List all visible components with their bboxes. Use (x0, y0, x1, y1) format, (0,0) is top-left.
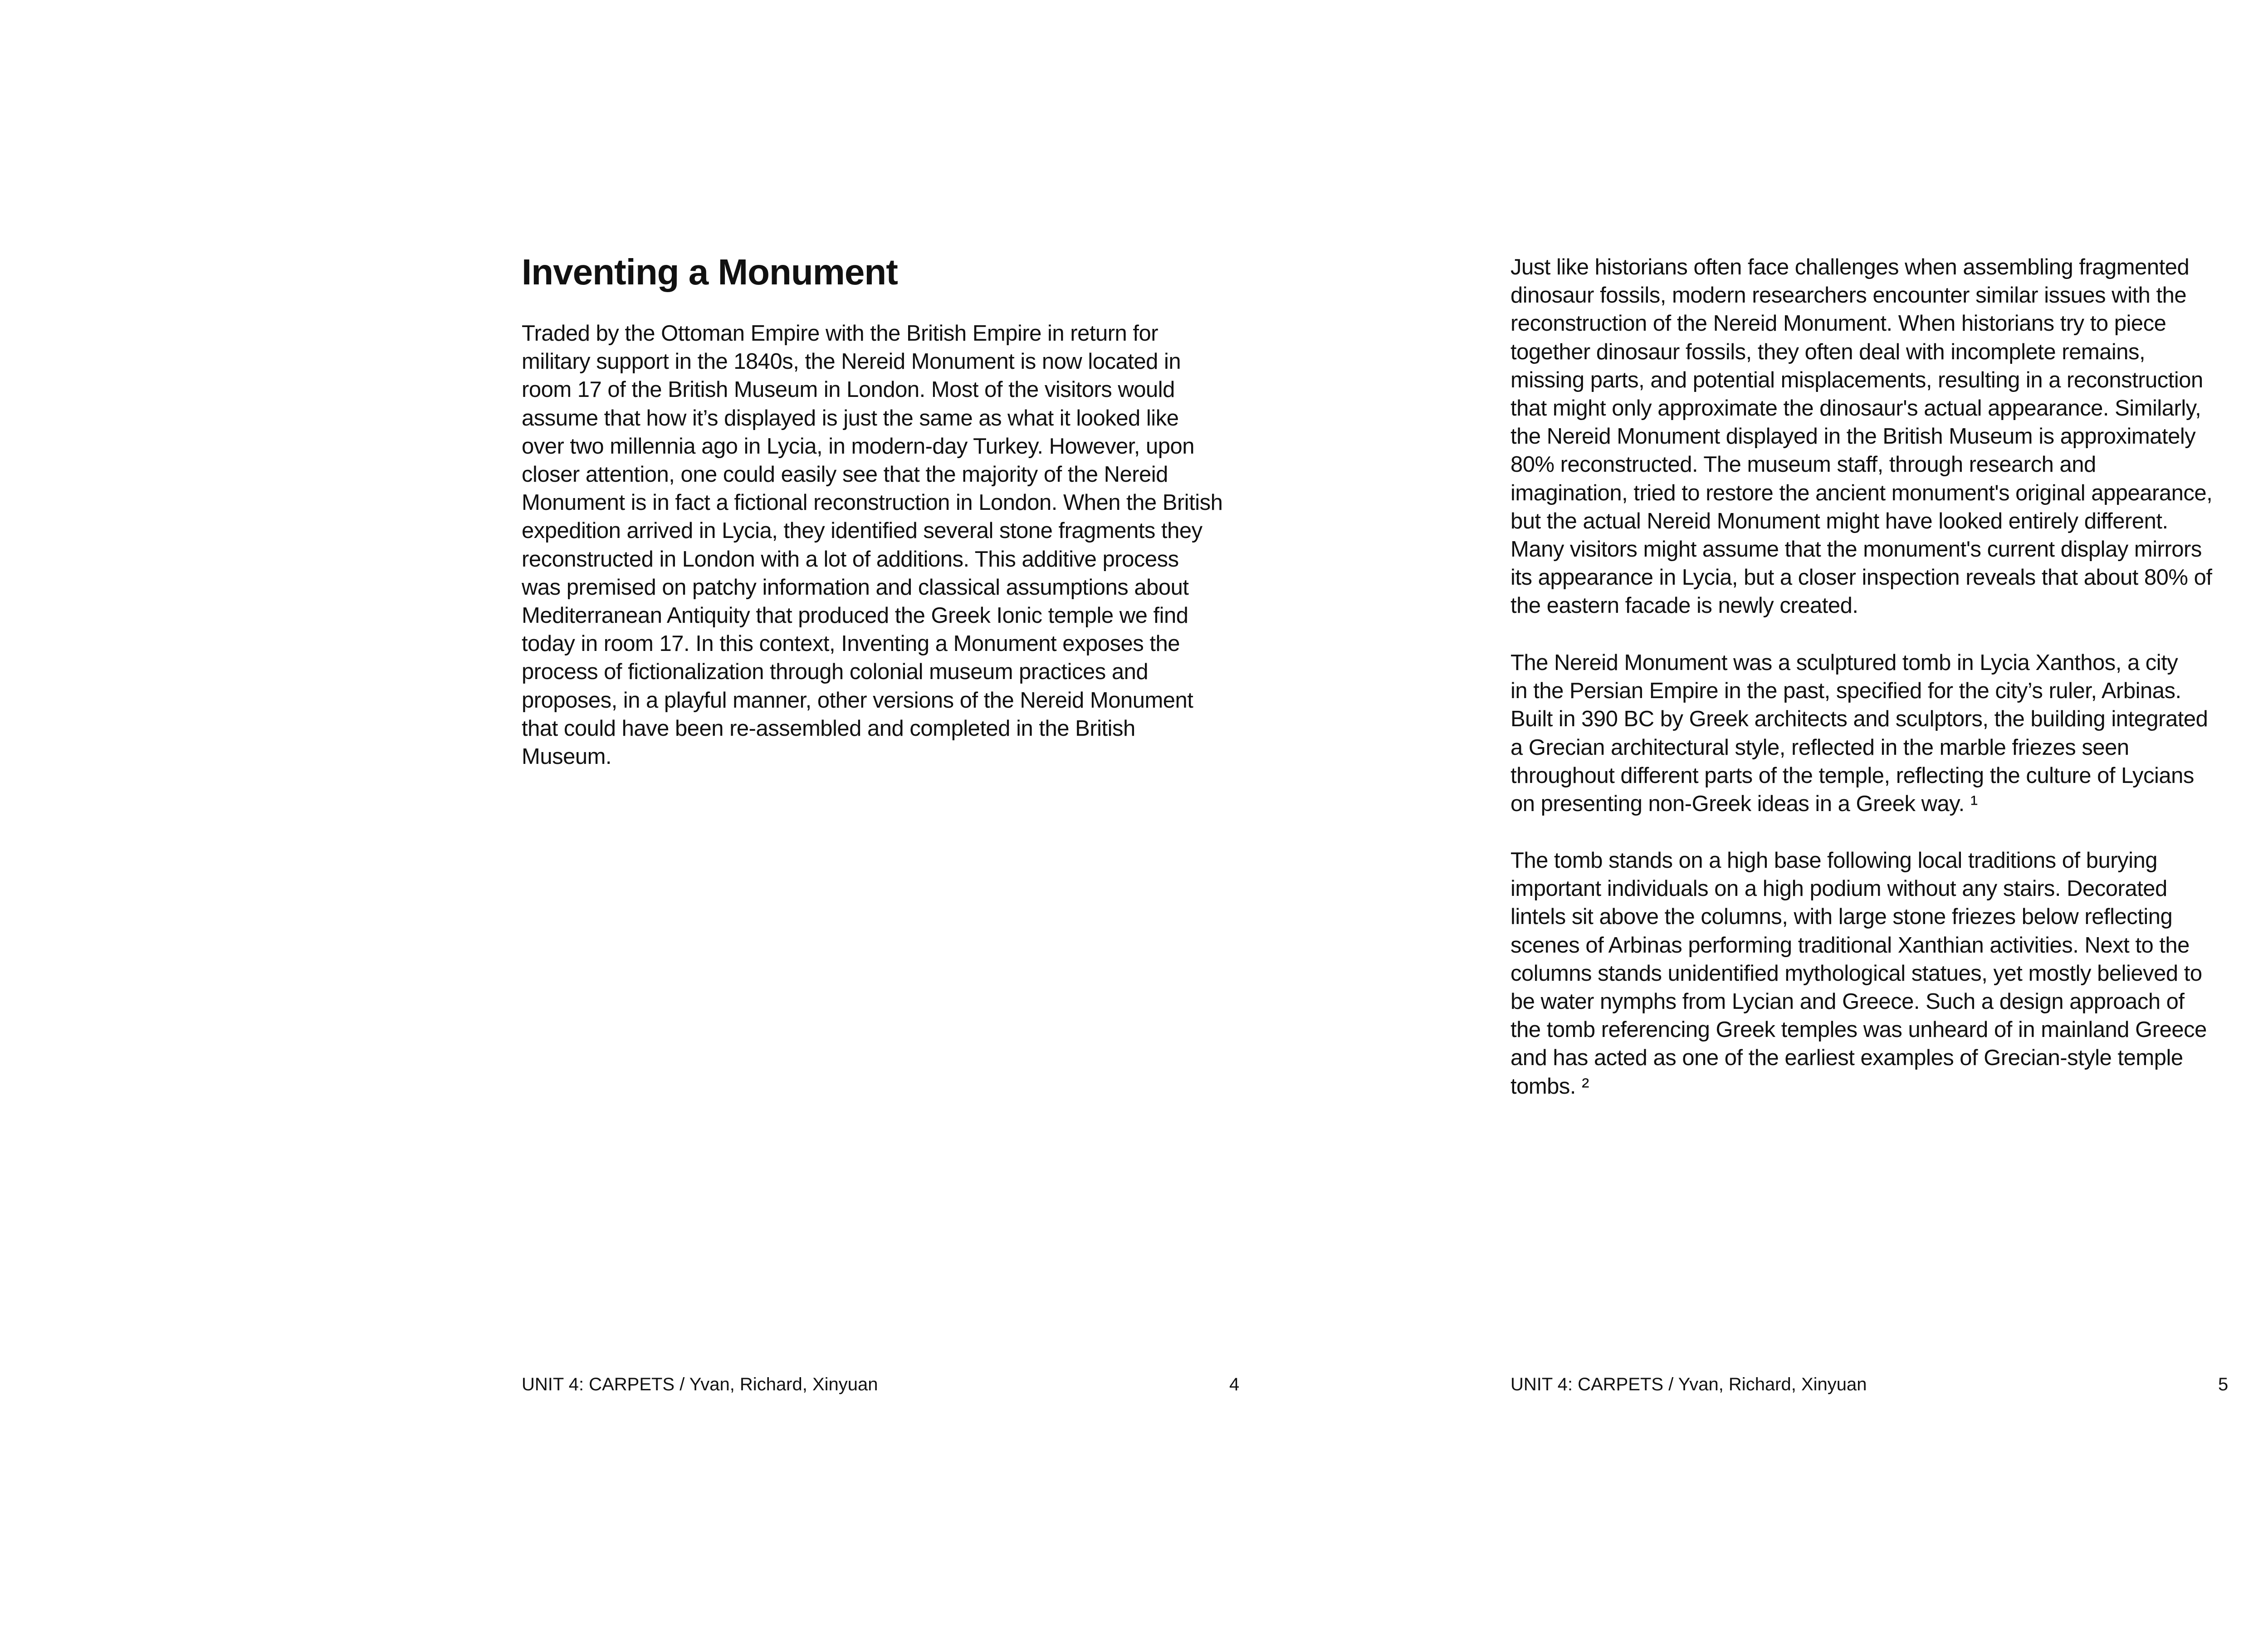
text-line: Traded by the Ottoman Empire with the British Empire in return for (522, 321, 1158, 346)
footer-credit: UNIT 4: CARPETS / Yvan, Richard, Xinyuan (1510, 1374, 1867, 1394)
text-line: the Nereid Monument displayed in the British Museum is approximately (1510, 424, 2196, 449)
text-line: reconstruction of the Nereid Monument. When historians try to piece (1510, 311, 2166, 336)
text-line: today in room 17. In this context, Inventing a Monument exposes the (522, 631, 1180, 656)
text-line: room 17 of the British Museum in London. Most of the visitors would (522, 377, 1175, 402)
text-line: assume that how it’s displayed is just the same as what it looked like (522, 406, 1179, 430)
text-line: Monument is in fact a fictional reconstruction in London. When the British (522, 490, 1223, 515)
intro-paragraph (522, 319, 1222, 771)
text-line: its appearance in Lycia, but a closer inspection reveals that about 80% of (1510, 565, 2212, 590)
text-line: The tomb stands on a high base following local traditions of burying (1510, 848, 2157, 873)
text-line: that could have been re-assembled and completed in the British (522, 716, 1135, 741)
text-line: imagination, tried to restore the ancient monument's original appearance, (1510, 480, 2213, 505)
text-line: reconstructed in London with a lot of additions. This additive process (522, 547, 1179, 572)
text-line: military support in the 1840s, the Nereid Monument is now located in (522, 349, 1181, 374)
text-line: over two millennia ago in Lycia, in modern-day Turkey. However, upon (522, 434, 1195, 459)
text-line: closer attention, one could easily see that the majority of the Nereid (522, 462, 1168, 487)
text-line: be water nymphs from Lycian and Greece. Such a design approach of (1510, 989, 2185, 1014)
text-line: but the actual Nereid Monument might have looked entirely different. (1510, 508, 2168, 533)
text-line: together dinosaur fossils, they often deal with incomplete remains, (1510, 339, 2146, 364)
text-line: a Grecian architectural style, reflected in the marble friezes seen (1510, 735, 2129, 760)
text-line: tombs. ² (1510, 1074, 1589, 1099)
paragraph-fossils (1510, 253, 2212, 620)
page-number: 4 (1229, 1374, 1240, 1394)
text-line: scenes of Arbinas performing traditional Xanthian activities. Next to the (1510, 933, 2190, 958)
right-page (1361, 0, 2268, 1633)
text-line: on presenting non-Greek ideas in a Greek way. ¹ (1510, 792, 1978, 816)
text-line: Just like historians often face challenges when assembling fragmented (1510, 255, 2190, 279)
page-title: Inventing a Monument (522, 252, 898, 292)
paragraph-tomb-history (1510, 649, 2208, 818)
text-line: the eastern facade is newly created. (1510, 593, 1858, 618)
paragraph-tomb-design (1510, 846, 2207, 1100)
text-line: process of fictionalization through colonial museum practices and (522, 660, 1149, 684)
text-line: columns stands unidentified mythological statues, yet mostly believed to (1510, 961, 2202, 986)
text-line: proposes, in a playful manner, other versions of the Nereid Monument (522, 688, 1193, 713)
text-line: important individuals on a high podium without any stairs. Decorated (1510, 876, 2167, 901)
text-line: expedition arrived in Lycia, they identified several stone fragments they (522, 518, 1202, 543)
text-line: throughout different parts of the temple, reflecting the culture of Lycians (1510, 763, 2194, 788)
text-line: Mediterranean Antiquity that produced the Greek Ionic temple we find (522, 603, 1188, 628)
text-line: dinosaur fossils, modern researchers encounter similar issues with the (1510, 283, 2187, 308)
text-line: Many visitors might assume that the monument's current display mirrors (1510, 537, 2202, 562)
text-line: The Nereid Monument was a sculptured tomb in Lycia Xanthos, a city (1510, 650, 2178, 675)
text-line: Built in 390 BC by Greek architects and sculptors, the building integrated (1510, 707, 2208, 732)
footer-credit: UNIT 4: CARPETS / Yvan, Richard, Xinyuan (522, 1374, 878, 1394)
text-line: 80% reconstructed. The museum staff, through research and (1510, 452, 2096, 477)
text-line: and has acted as one of the earliest examples of Grecian-style temple (1510, 1046, 2183, 1071)
text-line: missing parts, and potential misplacements, resulting in a reconstruction (1510, 367, 2203, 392)
text-line: that might only approximate the dinosaur's actual appearance. Similarly, (1510, 396, 2201, 421)
text-line: lintels sit above the columns, with large stone friezes below reflecting (1510, 905, 2173, 929)
page-number: 5 (2218, 1374, 2229, 1394)
text-line: the tomb referencing Greek temples was unheard of in mainland Greece (1510, 1017, 2207, 1042)
text-line: was premised on patchy information and classical assumptions about (522, 575, 1189, 600)
text-line: Museum. (522, 744, 612, 769)
text-line: in the Persian Empire in the past, specified for the city’s ruler, Arbinas. (1510, 679, 2181, 704)
